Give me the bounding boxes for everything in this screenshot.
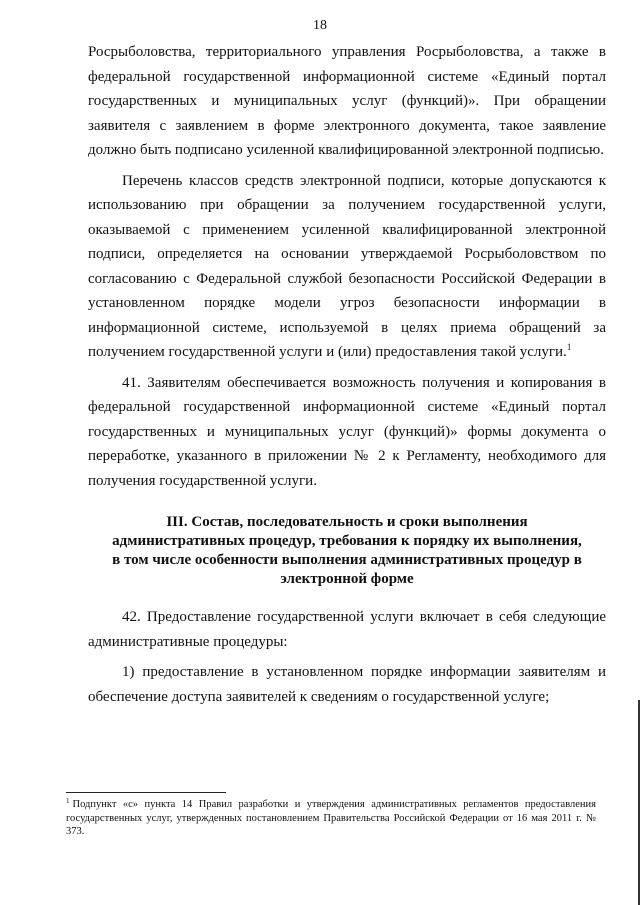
paragraph-signature-classes: [88, 169, 606, 365]
section-heading-line: электронной форме: [280, 571, 414, 587]
paragraph-portal-signature: Росрыболовства, территориального управления Росрыболовства, а также в федеральной государственной информационной системе «Единый портал государственных и муниципальных услуг (функций)». При обращении заявителя с заявлением в форме электронного документа, такое заявление должно быть подписано усиленной квалифицированной электронной подписью.: [88, 44, 606, 158]
section-heading-line: III. Состав, последовательность и сроки выполнения: [166, 514, 528, 530]
paragraph-41: 41. Заявителям обеспечивается возможность получения и копирования в федеральной государственной информационной системе «Единый портал государственных и муниципальных услуг (функций)» формы документа о переработке, указанного в приложении № 2 к Регламенту, необходимого для получения государственной услуги.: [88, 374, 606, 489]
footnote-mark: 1: [66, 796, 70, 805]
document-body: [88, 40, 606, 709]
footnote-reference: 1: [566, 342, 572, 352]
paragraph-42-item-1: 1) предоставление в установленном порядке информации заявителям и обеспечение доступа заявителей к сведениям о государственной услуге;: [88, 664, 606, 705]
paragraph-42: 42. Предоставление государственной услуги включает в себя следующие административные процедуры:: [88, 609, 606, 650]
section-heading-line: административных процедур, требования к порядку их выполнения,: [112, 533, 582, 549]
section-heading-line: в том числе особенности выполнения административных процедур в: [112, 552, 582, 568]
footnote-divider: [66, 792, 226, 793]
footnote: [66, 798, 596, 839]
footnote-text: Подпункт «с» пункта 14 Правил разработки и утверждения административных регламентов предоставления государственных услуг, утвержденных постановлением Правительства Российской Федерации от 16 мая 2011 г. № 373.: [66, 799, 596, 837]
page-number: 18: [313, 18, 327, 33]
section-heading: [88, 513, 606, 589]
paragraph-signature-classes-text: Перечень классов средств электронной подписи, которые допускаются к использованию при обращении за получением государственной услуги, оказываемой с применением усиленной квалифицированной электронной подписи, определяется на основании утверждаемой Росрыболовством по согласованию с Федеральной службой безопасности Российской Федерации в установленном порядке модели угроз безопасности информации в информационной системе, используемой в целях приема обращений за получением государственной услуги и (или) предоставления такой услуги.: [88, 172, 606, 360]
